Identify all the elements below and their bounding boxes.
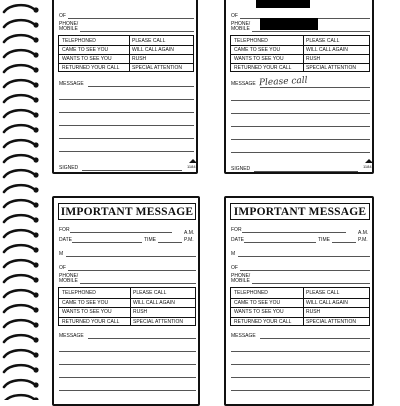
spiral-coil <box>4 335 39 342</box>
redacted-phone <box>260 18 318 30</box>
signed-label: SIGNED <box>231 166 251 172</box>
checklist-special-attention[interactable]: SPECIAL ATTENTION <box>132 65 183 71</box>
date-line <box>72 242 142 243</box>
m-label: M <box>59 251 64 257</box>
spiral-coil <box>4 185 39 192</box>
checklist-came-to-see-you[interactable]: CAME TO SEE YOU <box>62 47 109 53</box>
message-slip-top-left <box>52 0 198 174</box>
checklist-rush[interactable]: RUSH <box>132 56 147 62</box>
spiral-coil <box>4 230 39 237</box>
checklist-will-call-again[interactable]: WILL CALL AGAIN <box>306 47 348 53</box>
checklist-table <box>58 35 194 72</box>
pm-label: P.M. <box>358 237 368 243</box>
checklist-rush[interactable]: RUSH <box>306 309 321 315</box>
date-label: DATE <box>231 237 244 243</box>
time-line <box>158 242 182 243</box>
mobile-label: MOBILE <box>231 278 250 284</box>
spiral-coil <box>4 275 39 282</box>
checklist-special-attention[interactable]: SPECIAL ATTENTION <box>306 65 357 71</box>
am-label: A.M. <box>184 230 195 236</box>
checklist-telephoned[interactable]: TELEPHONED <box>62 38 96 44</box>
mobile-label: MOBILE <box>231 26 250 32</box>
spiral-coil <box>4 35 39 42</box>
spiral-coil <box>4 95 39 102</box>
time-line <box>332 242 356 243</box>
spiral-coil <box>4 350 39 357</box>
checklist-will-call-again[interactable]: WILL CALL AGAIN <box>132 47 174 53</box>
spiral-coil <box>4 125 39 132</box>
checklist-wants-to-see-you[interactable]: WANTS TO SEE YOU <box>234 309 284 315</box>
checklist-please-call[interactable]: PLEASE CALL <box>132 38 166 44</box>
spiral-coil <box>4 245 39 252</box>
phone-label: PHONE/ <box>59 21 79 27</box>
checklist-telephoned[interactable]: TELEPHONED <box>62 290 96 296</box>
form-number: 1184 <box>363 164 372 169</box>
checklist-will-call-again[interactable]: WILL CALL AGAIN <box>133 299 175 306</box>
checklist-came-to-see-you[interactable]: CAME TO SEE YOU <box>234 47 281 53</box>
checklist-special-attention[interactable]: SPECIAL ATTENTION <box>133 318 184 325</box>
checklist-special-attention[interactable]: SPECIAL ATTENTION <box>306 318 357 325</box>
spiral-coil <box>4 20 39 27</box>
of-label: OF <box>231 265 238 271</box>
spiral-coil <box>4 260 39 267</box>
phone-line <box>80 31 194 32</box>
message-label: MESSAGE <box>231 81 256 87</box>
publisher-logo <box>189 159 197 163</box>
checklist-returned-your-call[interactable]: RETURNED YOUR CALL <box>62 65 120 71</box>
phone-label: PHONE/ <box>231 21 251 27</box>
mobile-label: MOBILE <box>59 278 78 284</box>
checklist-returned-your-call[interactable]: RETURNED YOUR CALL <box>234 65 292 71</box>
time-label: TIME <box>318 237 330 243</box>
spiral-coil <box>4 155 39 162</box>
checklist-please-call[interactable]: PLEASE CALL <box>306 38 340 44</box>
publisher-logo <box>365 159 373 163</box>
for-label: FOR <box>231 227 242 233</box>
form-number: 1184 <box>187 164 196 169</box>
message-label: MESSAGE <box>59 81 84 87</box>
spiral-binding <box>0 0 44 400</box>
message-label: MESSAGE <box>231 333 256 339</box>
checklist-telephoned[interactable]: TELEPHONED <box>234 38 268 44</box>
checklist-table <box>230 287 370 326</box>
checklist-wants-to-see-you[interactable]: WANTS TO SEE YOU <box>62 56 112 62</box>
slip-title: IMPORTANT MESSAGE <box>230 203 370 220</box>
spiral-coil <box>4 215 39 222</box>
checklist-table <box>58 287 196 326</box>
checklist-returned-your-call[interactable]: RETURNED YOUR CALL <box>234 318 292 325</box>
spiral-coil <box>4 110 39 117</box>
phone-line <box>252 283 370 284</box>
am-label: A.M. <box>358 230 369 236</box>
spiral-coil <box>4 305 39 312</box>
of-line <box>68 18 194 19</box>
date-line <box>244 242 316 243</box>
checklist-rush[interactable]: RUSH <box>133 309 148 315</box>
spiral-coil <box>4 140 39 147</box>
for-line <box>70 232 172 233</box>
spiral-coil <box>4 200 39 207</box>
checklist-telephoned[interactable]: TELEPHONED <box>234 290 268 296</box>
message-slip-bottom-left <box>52 196 200 406</box>
m-line <box>238 256 370 257</box>
spiral-coil <box>4 5 39 12</box>
checklist-rush[interactable]: RUSH <box>306 56 321 62</box>
message-label: MESSAGE <box>59 333 84 339</box>
redacted-name <box>256 0 310 8</box>
pm-label: P.M. <box>184 237 194 243</box>
message-slip-top-right <box>224 0 374 174</box>
of-line <box>240 270 370 271</box>
phone-line <box>80 283 196 284</box>
of-label: OF <box>59 13 66 19</box>
checklist-came-to-see-you[interactable]: CAME TO SEE YOU <box>234 299 281 306</box>
spiral-coil <box>4 395 39 400</box>
m-line <box>66 256 196 257</box>
mobile-label: MOBILE <box>59 26 78 32</box>
of-label: OF <box>231 13 238 19</box>
for-line <box>242 232 346 233</box>
phone-label: PHONE/ <box>59 273 79 279</box>
spiral-coil <box>4 65 39 72</box>
of-label: OF <box>59 265 66 271</box>
date-label: DATE <box>59 237 72 243</box>
checklist-please-call[interactable]: PLEASE CALL <box>133 290 167 296</box>
spiral-coil <box>4 80 39 87</box>
phone-label: PHONE/ <box>231 273 251 279</box>
checklist-will-call-again[interactable]: WILL CALL AGAIN <box>306 299 348 306</box>
spiral-coil <box>4 50 39 57</box>
spiral-coil <box>4 170 39 177</box>
spiral-coil <box>4 290 39 297</box>
handwritten-message: Please call <box>258 75 308 89</box>
checklist-returned-your-call[interactable]: RETURNED YOUR CALL <box>62 318 120 325</box>
message-slip-bottom-right <box>224 196 374 406</box>
spiral-coil <box>4 320 39 327</box>
spiral-coil <box>4 365 39 372</box>
slip-title: IMPORTANT MESSAGE <box>58 203 196 220</box>
checklist-wants-to-see-you[interactable]: WANTS TO SEE YOU <box>62 309 112 315</box>
checklist-table <box>230 35 370 72</box>
checklist-came-to-see-you[interactable]: CAME TO SEE YOU <box>62 299 109 306</box>
spiral-coil <box>4 380 39 387</box>
m-label: M <box>231 251 236 257</box>
for-label: FOR <box>59 227 70 233</box>
time-label: TIME <box>144 237 156 243</box>
checklist-please-call[interactable]: PLEASE CALL <box>306 290 340 296</box>
of-line <box>68 270 196 271</box>
checklist-wants-to-see-you[interactable]: WANTS TO SEE YOU <box>234 56 284 62</box>
signed-label: SIGNED <box>59 165 79 171</box>
